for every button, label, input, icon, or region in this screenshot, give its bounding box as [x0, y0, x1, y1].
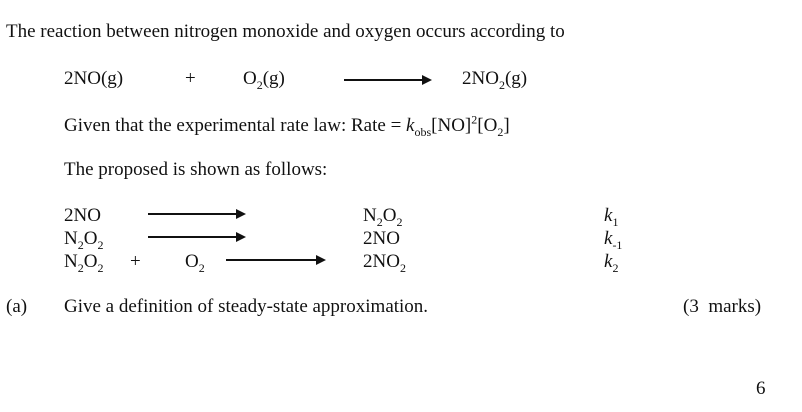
- step3-rate-constant: $k_2$: [604, 251, 619, 275]
- overall-product: $2NO_2(g)$: [462, 68, 528, 92]
- step1-arrow: [148, 213, 244, 215]
- page-number: 6: [756, 378, 766, 399]
- step1-reactant: 2NO: [64, 205, 101, 226]
- step3-arrow: [226, 259, 324, 261]
- step2-product: 2NO: [363, 228, 400, 249]
- question-marks: (3 marks): [683, 296, 762, 317]
- question-label: (a): [6, 296, 28, 317]
- step3-reactant-1: $N_2O_2$: [64, 251, 104, 275]
- step1-product: $N_2O_2$: [363, 205, 403, 229]
- step2-arrow: [148, 236, 244, 238]
- proposed-text: The proposed is shown as follows:: [64, 159, 328, 180]
- step2-reactant: $N_2O_2$: [64, 228, 104, 252]
- rate-law: Given that the experimental rate law: Rate = $k_{obs}[NO]^2[O_2]$: [64, 112, 510, 139]
- overall-reactant-1: 2NO(g): [64, 68, 124, 89]
- overall-plus: +: [185, 68, 196, 89]
- intro-text: The reaction between nitrogen monoxide and oxygen occurs according to: [6, 21, 565, 42]
- step2-rate-constant: $k_{-1}$: [604, 228, 623, 252]
- step3-reactant-2: $O_2$: [185, 251, 205, 275]
- question-text: Give a definition of steady-state approximation.: [64, 296, 429, 317]
- step1-rate-constant: $k_1$: [604, 205, 619, 229]
- overall-arrow: [344, 79, 430, 81]
- step3-product: $2NO_2$: [363, 251, 406, 275]
- step3-plus: +: [130, 251, 141, 272]
- overall-reactant-2: $O_2(g)$: [243, 68, 285, 92]
